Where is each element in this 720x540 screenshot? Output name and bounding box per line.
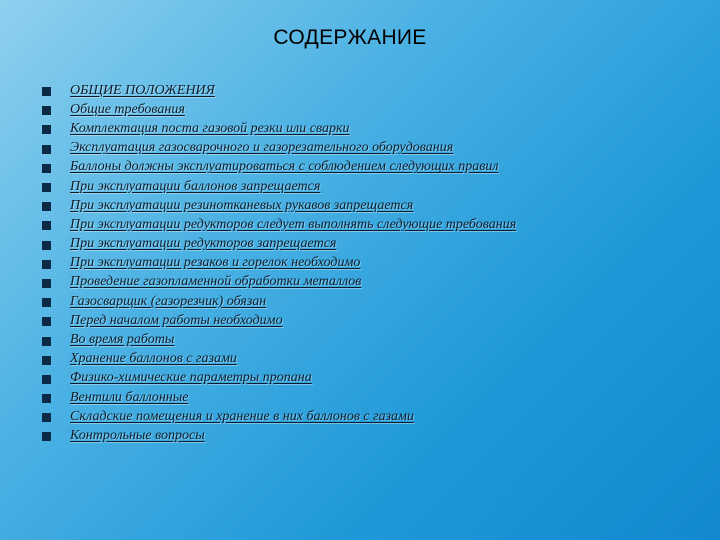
list-item — [42, 215, 702, 234]
list-item — [42, 311, 702, 330]
toc-link[interactable]: Хранение баллонов с газами — [70, 351, 237, 367]
list-item — [42, 350, 702, 369]
page-title — [0, 26, 720, 50]
toc-link[interactable]: Баллоны должны эксплуатироваться с соблюдением следующих правил — [70, 159, 499, 175]
toc-link[interactable]: Газосварщик (газорезчик) обязан — [70, 293, 267, 309]
square-bullet-icon — [42, 106, 51, 115]
toc-link[interactable]: Общие требования — [70, 101, 185, 117]
toc-link[interactable]: При эксплуатации резинотканевых рукавов запрещается — [70, 197, 414, 213]
list-item — [42, 100, 702, 119]
list-item — [42, 158, 702, 177]
square-bullet-icon — [42, 202, 51, 211]
list-item — [42, 273, 702, 292]
toc-link[interactable]: ОБЩИЕ ПОЛОЖЕНИЯ — [70, 82, 215, 98]
square-bullet-icon — [42, 356, 51, 365]
square-bullet-icon — [42, 394, 51, 403]
square-bullet-icon — [42, 298, 51, 307]
list-item — [42, 196, 702, 215]
square-bullet-icon — [42, 260, 51, 269]
list-item — [42, 388, 702, 407]
toc-link[interactable]: Комплектация поста газовой резки или сварки — [70, 120, 350, 136]
list-item — [42, 254, 702, 273]
page-title-text: СОДЕРЖАНИЕ — [273, 26, 427, 49]
square-bullet-icon — [42, 337, 51, 346]
toc-link[interactable]: Контрольные вопросы — [70, 427, 205, 443]
toc-link[interactable]: При эксплуатации баллонов запрещается — [70, 178, 321, 194]
list-item — [42, 330, 702, 349]
square-bullet-icon — [42, 413, 51, 422]
toc-link[interactable]: Складские помещения и хранение в них баллонов с газами — [70, 408, 414, 424]
toc-link[interactable]: Физико-химические параметры пропана — [70, 370, 312, 386]
list-item — [42, 119, 702, 138]
table-of-contents — [42, 81, 702, 446]
square-bullet-icon — [42, 183, 51, 192]
list-item — [42, 177, 702, 196]
toc-link[interactable]: Во время работы — [70, 332, 175, 348]
square-bullet-icon — [42, 317, 51, 326]
square-bullet-icon — [42, 432, 51, 441]
square-bullet-icon — [42, 375, 51, 384]
square-bullet-icon — [42, 164, 51, 173]
toc-link[interactable]: При эксплуатации редукторов следует выполнять следующие требования — [70, 216, 517, 232]
square-bullet-icon — [42, 145, 51, 154]
list-item — [42, 81, 702, 100]
list-item — [42, 426, 702, 445]
toc-link[interactable]: Эксплуатация газосварочного и газорезательного оборудования — [70, 140, 454, 156]
square-bullet-icon — [42, 279, 51, 288]
square-bullet-icon — [42, 241, 51, 250]
square-bullet-icon — [42, 125, 51, 134]
list-item — [42, 139, 702, 158]
list-item — [42, 407, 702, 426]
toc-link[interactable]: Вентили баллонные — [70, 389, 189, 405]
list-item — [42, 369, 702, 388]
square-bullet-icon — [42, 221, 51, 230]
toc-link[interactable]: При эксплуатации редукторов запрещается — [70, 236, 337, 252]
toc-link[interactable]: При эксплуатации резаков и горелок необходимо — [70, 255, 361, 271]
toc-link[interactable]: Перед началом работы необходимо — [70, 312, 283, 328]
list-item — [42, 235, 702, 254]
toc-link[interactable]: Проведение газопламенной обработки металлов — [70, 274, 362, 290]
list-item — [42, 292, 702, 311]
square-bullet-icon — [42, 87, 51, 96]
